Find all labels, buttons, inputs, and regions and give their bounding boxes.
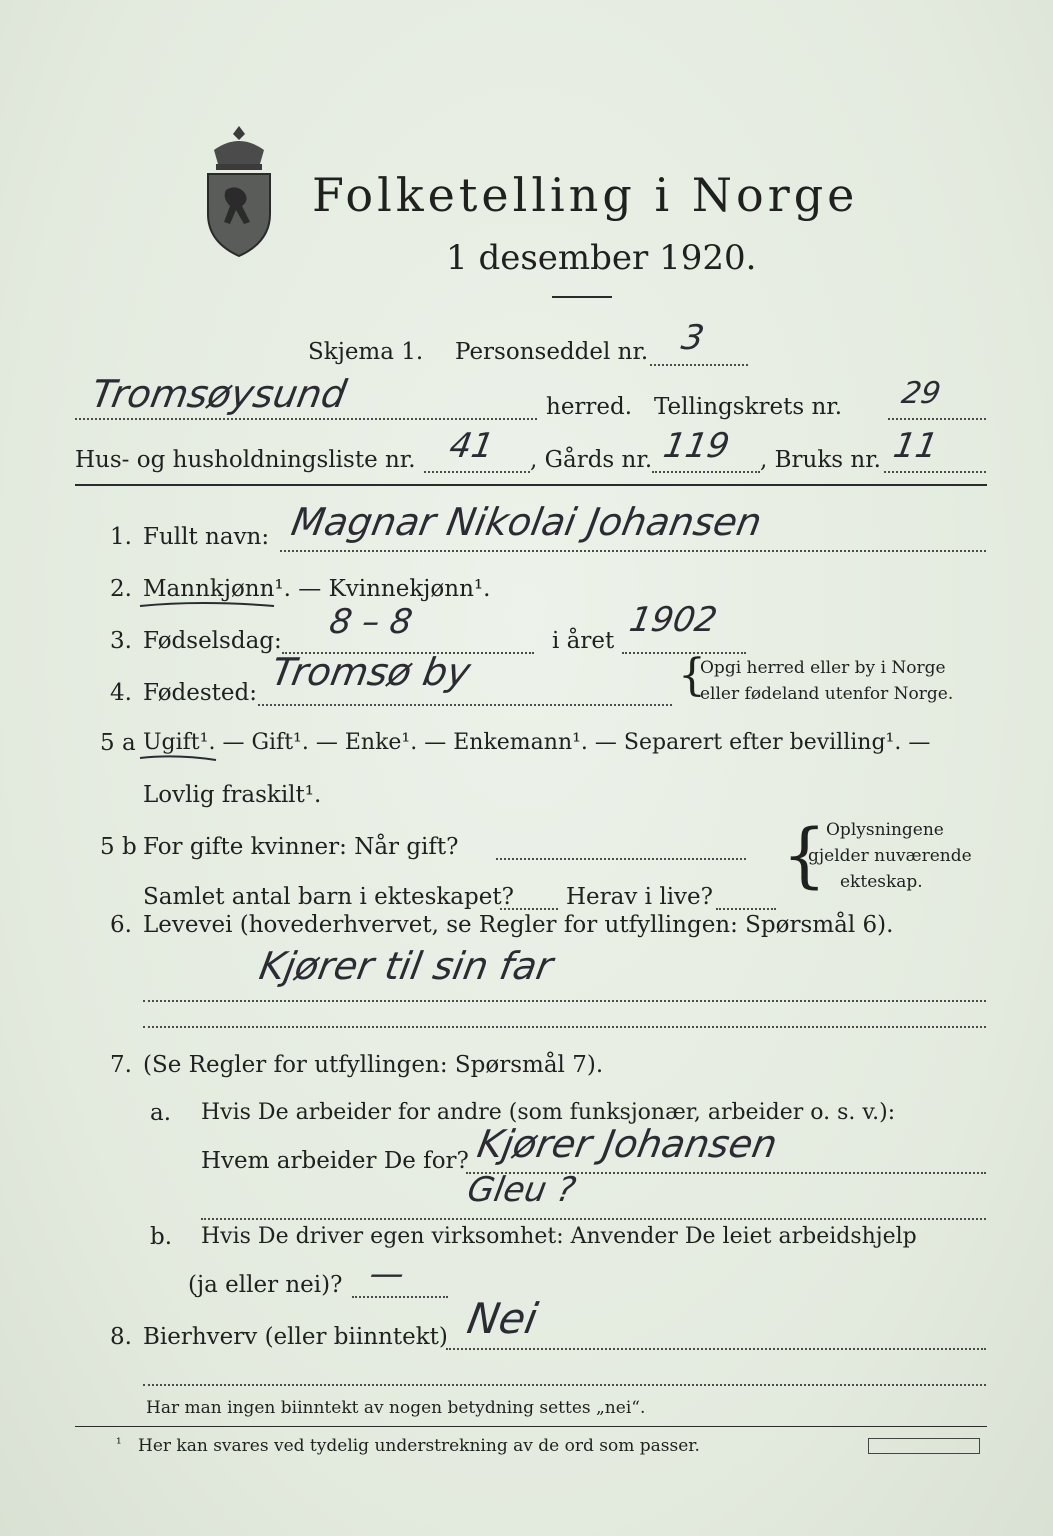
q7b-line <box>352 1296 448 1298</box>
q8-value[interactable]: Nei <box>463 1294 542 1343</box>
bruks-line <box>884 471 986 473</box>
personseddel-label: Personseddel nr. <box>455 339 649 365</box>
q4-brace: { <box>678 650 706 701</box>
q7a-line2 <box>201 1218 986 1220</box>
q2-label: Mannkjønn¹. — Kvinnekjønn¹. <box>143 576 491 602</box>
q5b-children-line <box>500 908 558 910</box>
hus-label: Hus- og husholdningsliste nr. <box>75 447 416 473</box>
herred-line <box>75 418 537 420</box>
q5a-underline-mark <box>138 752 218 764</box>
gards-label: , Gårds nr. <box>530 447 653 473</box>
q8-number: 8. <box>110 1324 132 1350</box>
q5b-label-line2: Samlet antal barn i ekteskapet? <box>143 884 514 910</box>
footer-note: Har man ingen biinntekt av nogen betydning settes „nei“. <box>146 1398 646 1418</box>
q7a-label-line2: Hvem arbeider De for? <box>201 1148 469 1174</box>
q1-line <box>280 550 986 552</box>
personseddel-value[interactable]: 3 <box>678 318 708 358</box>
q4-number: 4. <box>110 680 132 706</box>
header-separator <box>75 484 987 486</box>
q5a-label-line2: Lovlig fraskilt¹. <box>143 782 322 808</box>
q7-label: (Se Regler for utfyllingen: Spørsmål 7). <box>143 1052 604 1078</box>
title-divider <box>552 296 612 298</box>
q6-number: 6. <box>110 912 132 938</box>
q5a-number: 5 a <box>100 730 136 756</box>
q6-line2 <box>143 1026 986 1028</box>
q7a-value[interactable]: Kjører Johansen <box>474 1122 781 1166</box>
hus-value[interactable]: 41 <box>446 426 497 466</box>
printer-stamp <box>868 1438 980 1454</box>
footnote-mark: ¹ <box>116 1436 122 1452</box>
q4-value[interactable]: Tromsø by <box>268 650 474 694</box>
q8-label: Bierhverv (eller biinntekt) <box>143 1324 448 1350</box>
q7b-letter: b. <box>150 1224 173 1250</box>
q6-value[interactable]: Kjører til sin far <box>256 944 557 988</box>
gards-value[interactable]: 119 <box>660 426 733 466</box>
q8-line1 <box>446 1348 986 1350</box>
tellingskrets-value[interactable]: 29 <box>898 376 944 411</box>
q5b-label-line3: Herav i live? <box>566 884 713 910</box>
q8-line2 <box>143 1384 986 1386</box>
q7b-value[interactable]: — <box>366 1254 408 1294</box>
q3-value[interactable]: 8 – 8 <box>326 602 416 642</box>
herred-value[interactable]: Tromsøysund <box>88 372 350 416</box>
bruks-label: , Bruks nr. <box>760 447 881 473</box>
q7b-label-line2: (ja eller nei)? <box>188 1272 343 1298</box>
q1-value[interactable]: Magnar Nikolai Johansen <box>288 500 766 544</box>
q3-year-label: i året <box>552 628 615 654</box>
tellingskrets-label: Tellingskrets nr. <box>654 394 843 420</box>
q4-label: Fødested: <box>143 680 258 706</box>
q5b-married-line <box>496 858 746 860</box>
q2-number: 2. <box>110 576 132 602</box>
q5a-label: Ugift¹. — Gift¹. — Enke¹. — Enkemann¹. — Separert efter bevilling¹. — <box>143 730 931 755</box>
q7a-value-line2[interactable]: Gleu ? <box>464 1170 579 1210</box>
q4-note-line1: Opgi herred eller by i Norge <box>700 658 946 678</box>
footer-separator <box>75 1426 987 1427</box>
bruks-value[interactable]: 11 <box>890 426 941 466</box>
personseddel-line <box>650 364 748 366</box>
tellingskrets-line <box>888 418 986 420</box>
q7a-letter: a. <box>150 1100 172 1126</box>
skjema-label: Skjema 1. <box>308 339 424 365</box>
q5b-note-line2: gjelder nuværende <box>808 846 972 866</box>
q3-year-value[interactable]: 1902 <box>626 600 721 640</box>
q6-label: Levevei (hovederhvervet, se Regler for utfyllingen: Spørsmål 6). <box>143 912 894 938</box>
hus-line <box>424 471 530 473</box>
coat-of-arms-icon <box>196 120 282 260</box>
q2-underline-mark <box>138 598 278 610</box>
form-title: Folketelling i Norge <box>312 168 859 222</box>
q5b-label: For gifte kvinner: Når gift? <box>143 834 459 860</box>
form-date: 1 desember 1920. <box>446 238 757 278</box>
q1-label: Fullt navn: <box>143 524 270 550</box>
q5b-note-line1: Oplysningene <box>826 820 944 840</box>
q3-label: Fødselsdag: <box>143 628 282 654</box>
q7a-label: Hvis De arbeider for andre (som funksjonær, arbeider o. s. v.): <box>201 1100 896 1125</box>
q5b-brace: { <box>782 814 827 896</box>
herred-label: herred. <box>546 394 633 420</box>
q3-number: 3. <box>110 628 132 654</box>
q7b-label: Hvis De driver egen virksomhet: Anvender De leiet arbeidshjelp <box>201 1224 917 1249</box>
q1-number: 1. <box>110 524 132 550</box>
gards-line <box>652 471 760 473</box>
q6-line1 <box>143 1000 986 1002</box>
q4-line <box>258 704 672 706</box>
q7-number: 7. <box>110 1052 132 1078</box>
q5b-number: 5 b <box>100 834 137 860</box>
q5b-alive-line <box>716 908 776 910</box>
q4-note-line2: eller fødeland utenfor Norge. <box>700 684 954 704</box>
footnote-text: Her kan svares ved tydelig understrekning av de ord som passer. <box>138 1436 700 1456</box>
q5b-note-line3: ekteskap. <box>840 872 923 892</box>
